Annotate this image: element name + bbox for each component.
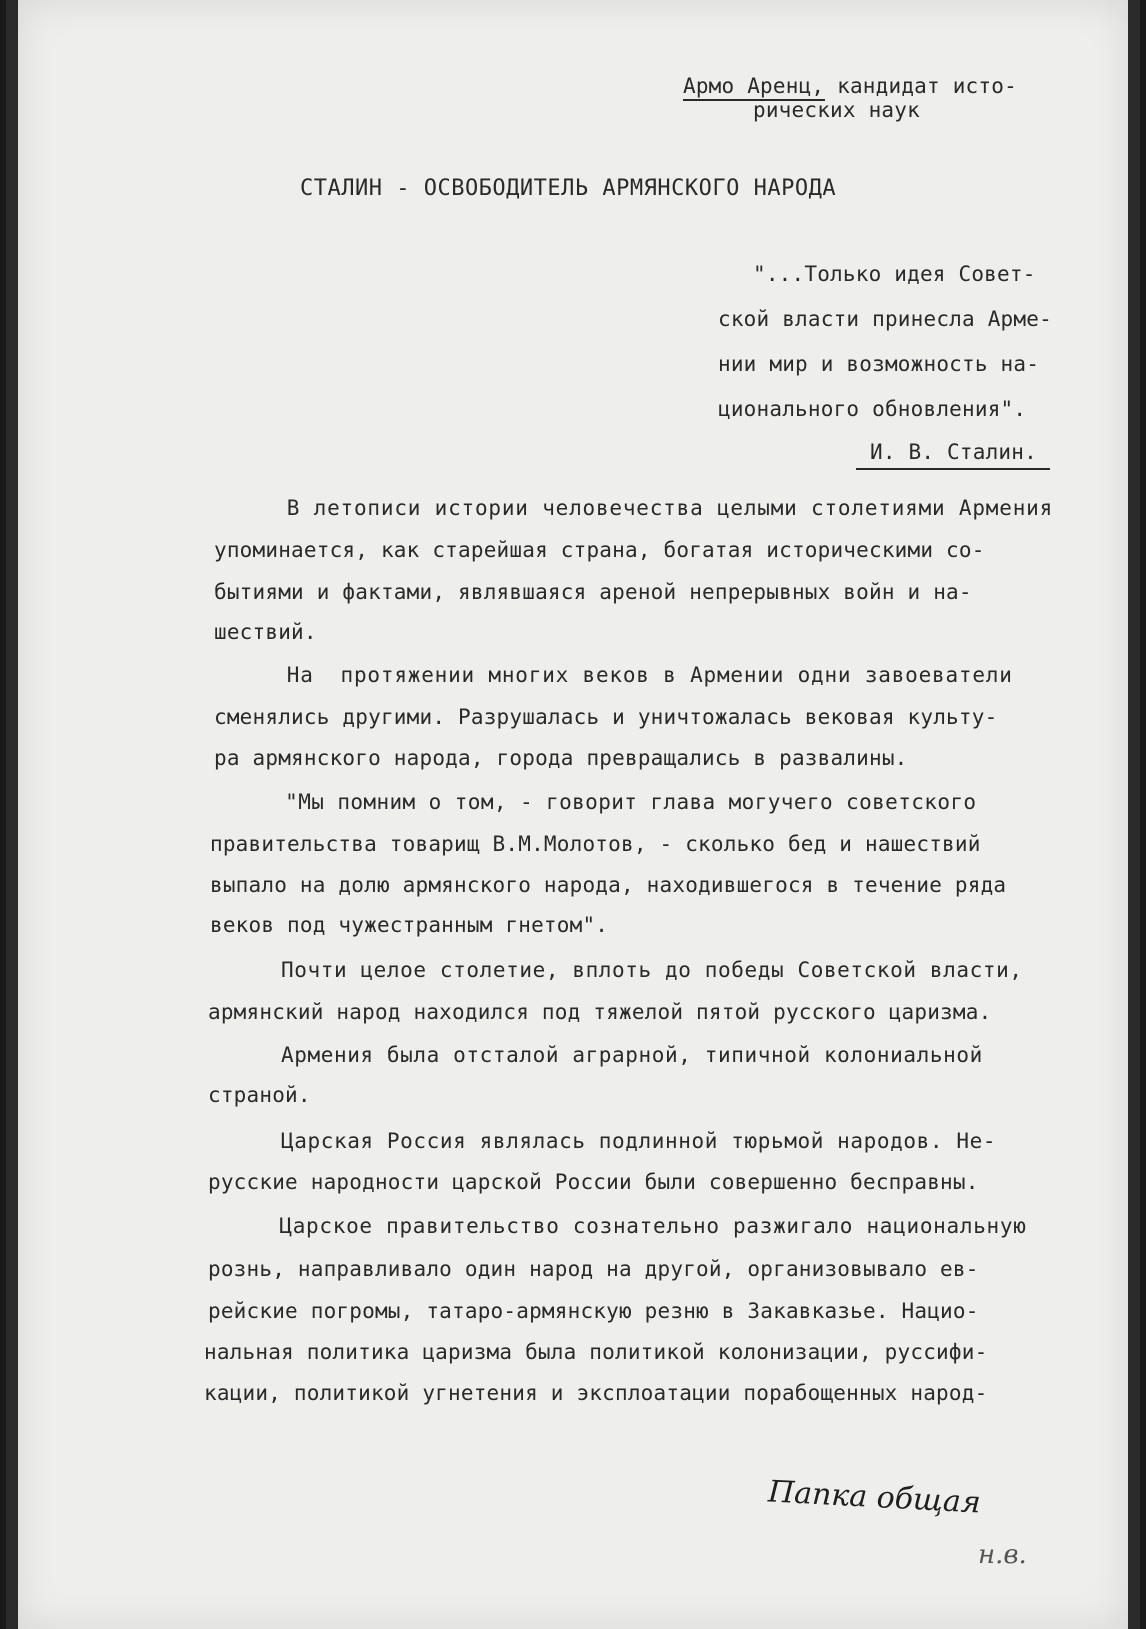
body-line: Почти целое столетие, вплоть до победы Советской власти, — [228, 958, 1023, 982]
body-line: ра армянского народа, города превращались в развалины. — [214, 746, 908, 770]
body-line: Армения была отсталой аграрной, типичной колониальной — [228, 1043, 983, 1067]
body-line: веков под чужестранным гнетом". — [210, 913, 609, 937]
epigraph-line: ционального обновления". — [718, 397, 1027, 421]
body-line: выпало на долю армянского народа, находившегося в течение ряда — [210, 873, 1007, 897]
body-line: шествий. — [214, 620, 317, 644]
scan-edge-left — [0, 0, 6, 1629]
body-line: сменялись другими. Разрушалась и уничтожалась вековая культу- — [214, 705, 998, 729]
author-line-2: рических наук — [753, 98, 920, 122]
epigraph-line: ской власти принесла Арме- — [718, 307, 1052, 331]
body-line: страной. — [208, 1083, 311, 1107]
author-name: Армо Аренц, — [683, 74, 825, 98]
author-line-1 — [683, 74, 1017, 98]
body-line: правительства товарищ В.М.Молотов, - сколько бед и нашествий — [210, 832, 981, 856]
body-line: рейские погромы, татаро-армянскую резню в Закавказье. Нацио- — [208, 1299, 979, 1323]
epigraph-line: нии мир и возможность на- — [718, 352, 1040, 376]
body-line: нальная политика царизма была политикой колонизации, руссифи- — [204, 1340, 988, 1364]
epigraph-line: "...Только идея Совет- — [753, 262, 1036, 286]
body-line: На протяжении многих веков в Армении одни завоеватели — [233, 663, 1013, 687]
body-line: "Мы помним о том, - говорит глава могучего советского — [233, 790, 977, 814]
body-line: Царская Россия являлась подлинной тюрьмой народов. Не- — [228, 1129, 997, 1153]
body-line: бытиями и фактами, являвшаяся ареной непрерывных войн и на- — [214, 580, 972, 604]
body-line: Царское правительство сознательно разжигало национальную — [226, 1214, 1027, 1238]
body-line: армянский народ находился под тяжелой пятой русского царизма. — [208, 1000, 992, 1024]
handwritten-note: Папка общая — [767, 1474, 982, 1521]
body-line: В летописи истории человечества целыми столетиями Армения — [233, 496, 1054, 520]
epigraph-signature: И. В. Сталин. — [870, 440, 1037, 464]
body-line: рознь, направливало один народ на другой, организовывало ев- — [208, 1257, 979, 1281]
body-line: кации, политикой угнетения и эксплоатации порабощенных народ- — [204, 1381, 988, 1405]
handwritten-initials: н.в. — [978, 1540, 1027, 1570]
author-degree-part1: кандидат исто- — [824, 74, 1017, 98]
body-line: упоминается, как старейшая страна, богатая историческими со- — [214, 538, 985, 562]
signature-underline — [856, 468, 1050, 470]
document-title: СТАЛИН - ОСВОБОДИТЕЛЬ АРМЯНСКОГО НАРОДА — [300, 176, 837, 201]
document-page — [18, 0, 1128, 1629]
scan-edge-right — [1140, 0, 1146, 1629]
body-line: русские народности царской России были совершенно бесправны. — [208, 1170, 979, 1194]
